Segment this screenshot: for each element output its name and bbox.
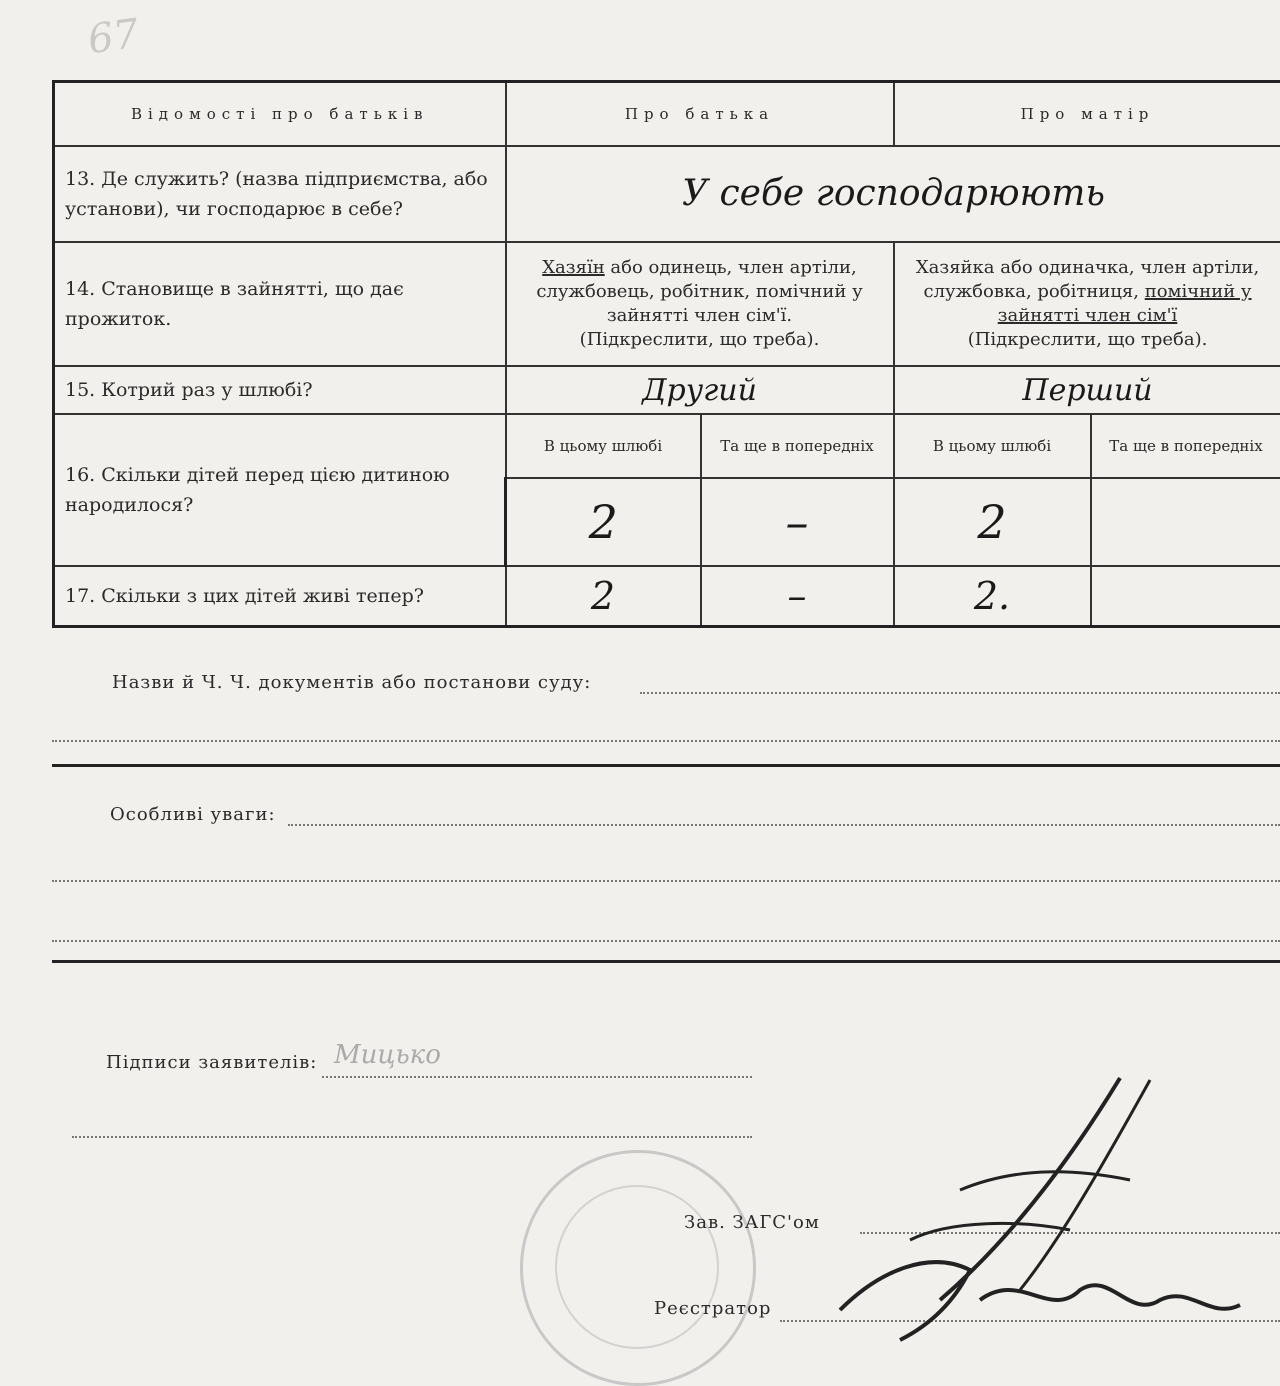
answer-13: У себе господарюють	[506, 146, 1280, 242]
notes-line-3	[52, 940, 1280, 942]
notes-line-1	[288, 824, 1280, 826]
header-father: Про батька	[506, 82, 894, 146]
header-mother: Про матір	[894, 82, 1280, 146]
head-of-registry-label: Зав. ЗАГС'ом	[684, 1212, 820, 1233]
notes-line-2	[52, 880, 1280, 882]
section-divider-2	[52, 960, 1280, 963]
documents-line-2	[52, 740, 1280, 742]
official-signatures	[820, 1070, 1260, 1351]
answer-15-mother: Перший	[894, 366, 1280, 414]
answer-16-mother-previous	[1091, 478, 1280, 566]
header-info: Відомості про батьків	[54, 82, 506, 146]
parents-info-table	[52, 80, 1280, 628]
question-15: 15. Котрий раз у шлюбі?	[54, 366, 506, 414]
answer-17-mother-this: 2.	[894, 566, 1091, 626]
answer-16-mother-this: 2	[894, 478, 1091, 566]
mother-options-start: Хазяйка або одиначка, член артіли, службовка, робітниця,	[916, 257, 1259, 302]
father-hint: (Підкреслити, що треба).	[580, 329, 820, 350]
signatures-label: Підписи заявителів:	[106, 1052, 317, 1073]
answer-17-father-this: 2	[506, 566, 701, 626]
signature-line-2	[72, 1136, 752, 1138]
documents-line-1	[640, 692, 1280, 694]
registrar-label: Реєстратор	[654, 1298, 771, 1319]
answer-16-father-this: 2	[506, 478, 701, 566]
applicant-signature: Мицько	[334, 1040, 441, 1070]
father-options-rest: або одинець, член артіли, службовець, робітник, помічний у зайнятті член сім'ї.	[536, 257, 862, 326]
question-14: 14. Становище в зайнятті, що дає прожиток.	[54, 242, 506, 366]
mother-selected-option: помічний у зайнятті член сім'ї	[998, 281, 1252, 326]
office-stamp-inner	[555, 1185, 719, 1349]
mother-hint: (Підкреслити, що треба).	[968, 329, 1208, 350]
page-number-mark: 67	[85, 11, 142, 64]
answer-14-father	[506, 242, 894, 366]
subheader-father-this: В цьому шлюбі	[506, 414, 701, 478]
section-divider-1	[52, 764, 1280, 767]
documents-label: Назви й Ч. Ч. документів або постанови суду:	[112, 672, 591, 693]
answer-17-mother-previous	[1091, 566, 1280, 626]
question-17: 17. Скільки з цих дітей живі тепер?	[54, 566, 506, 626]
father-selected-option: Хазяїн	[542, 257, 604, 278]
answer-17-father-previous: –	[701, 566, 894, 626]
subheader-father-previous: Та ще в попередніх	[701, 414, 894, 478]
subheader-mother-previous: Та ще в попередніх	[1091, 414, 1280, 478]
answer-14-mother	[894, 242, 1280, 366]
question-16: 16. Скільки дітей перед цією дитиною народилося?	[54, 414, 506, 566]
answer-16-father-previous: –	[701, 478, 894, 566]
question-13: 13. Де служить? (назва підприємства, або установи), чи господарює в себе?	[54, 146, 506, 242]
signature-line-1	[322, 1076, 752, 1078]
answer-15-father: Другий	[506, 366, 894, 414]
subheader-mother-this: В цьому шлюбі	[894, 414, 1091, 478]
notes-label: Особливі уваги:	[110, 804, 276, 825]
